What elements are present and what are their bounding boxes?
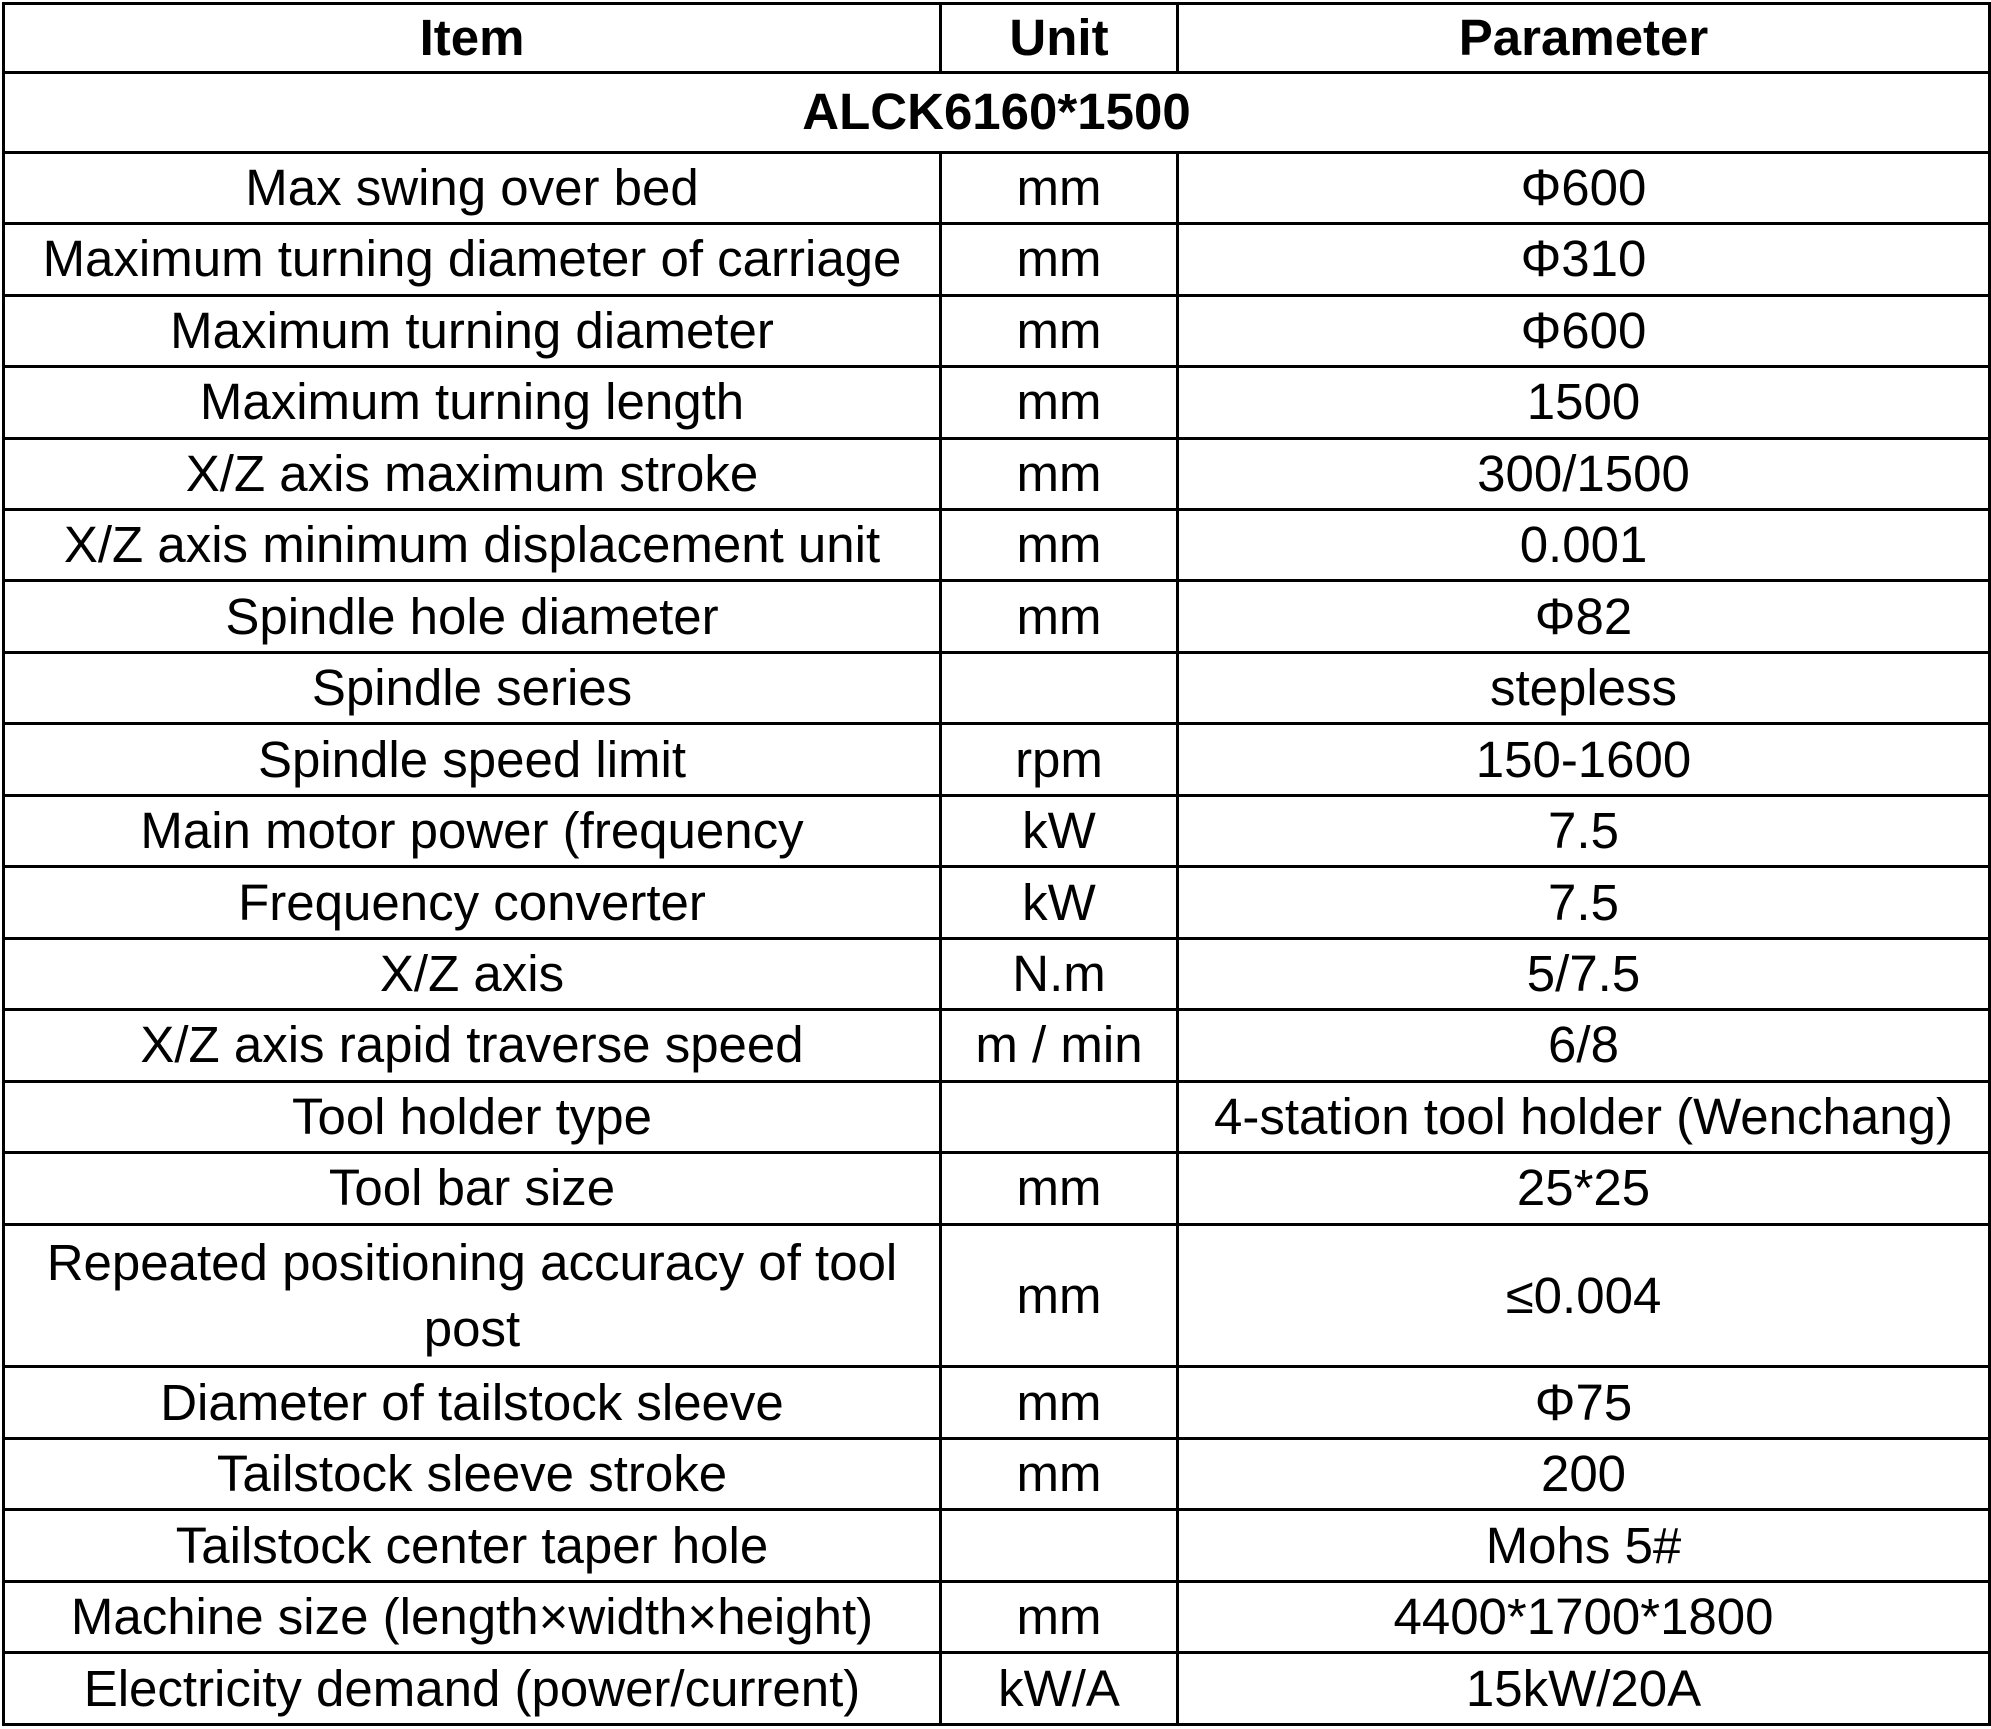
unit-cell: mm [941,1224,1178,1367]
unit-cell: mm [941,295,1178,366]
parameter-cell: 1500 [1178,367,1990,438]
parameter-cell: 0.001 [1178,510,1990,581]
item-cell: Tailstock sleeve stroke [4,1438,941,1509]
item-cell: X/Z axis rapid traverse speed [4,1010,941,1081]
parameter-cell: stepless [1178,652,1990,723]
unit-cell: N.m [941,938,1178,1009]
parameter-cell: 15kW/20A [1178,1653,1990,1725]
parameter-cell: 7.5 [1178,867,1990,938]
item-cell: Maximum turning diameter of carriage [4,224,941,295]
table-row [4,724,1990,795]
parameter-cell: 6/8 [1178,1010,1990,1081]
model-name: ALCK6160*1500 [4,73,1990,153]
header-row [4,4,1990,73]
unit-cell: kW [941,867,1178,938]
table-row [4,367,1990,438]
unit-cell: mm [941,367,1178,438]
spec-table [2,2,1991,1726]
item-cell: Maximum turning diameter [4,295,941,366]
table-row [4,1153,1990,1224]
item-cell: Maximum turning length [4,367,941,438]
item-cell: Tool holder type [4,1081,941,1152]
table-row [4,152,1990,223]
header-parameter: Parameter [1178,4,1990,73]
unit-cell: kW [941,795,1178,866]
table-row [4,1653,1990,1725]
table-row [4,1224,1990,1367]
item-cell: Tool bar size [4,1153,941,1224]
parameter-cell: Φ600 [1178,152,1990,223]
unit-cell: mm [941,152,1178,223]
table-row [4,581,1990,652]
item-cell: X/Z axis maximum stroke [4,438,941,509]
parameter-cell: 5/7.5 [1178,938,1990,1009]
table-row [4,1510,1990,1581]
unit-cell: mm [941,581,1178,652]
unit-cell: mm [941,1367,1178,1438]
parameter-cell: Φ82 [1178,581,1990,652]
item-cell: Spindle series [4,652,941,723]
item-cell: Spindle hole diameter [4,581,941,652]
item-cell: Frequency converter [4,867,941,938]
unit-cell: rpm [941,724,1178,795]
unit-cell: mm [941,1438,1178,1509]
item-cell: Repeated positioning accuracy of tool post [4,1224,941,1367]
parameter-cell: Φ310 [1178,224,1990,295]
parameter-cell: ≤0.004 [1178,1224,1990,1367]
table-row [4,1438,1990,1509]
table-row [4,438,1990,509]
unit-cell: mm [941,438,1178,509]
unit-cell: kW/A [941,1653,1178,1725]
table-row [4,510,1990,581]
unit-cell: m / min [941,1010,1178,1081]
parameter-cell: 25*25 [1178,1153,1990,1224]
unit-cell [941,652,1178,723]
table-row [4,938,1990,1009]
item-cell: Machine size (length×width×height) [4,1581,941,1652]
item-cell: Diameter of tailstock sleeve [4,1367,941,1438]
table-row [4,652,1990,723]
model-row [4,73,1990,153]
item-cell: Spindle speed limit [4,724,941,795]
item-cell: X/Z axis [4,938,941,1009]
table-row [4,1081,1990,1152]
item-cell: Tailstock center taper hole [4,1510,941,1581]
unit-cell [941,1081,1178,1152]
item-cell: X/Z axis minimum displacement unit [4,510,941,581]
item-cell: Electricity demand (power/current) [4,1653,941,1725]
unit-cell: mm [941,1153,1178,1224]
table-row [4,1367,1990,1438]
header-unit: Unit [941,4,1178,73]
unit-cell: mm [941,224,1178,295]
unit-cell: mm [941,510,1178,581]
parameter-cell: Φ75 [1178,1367,1990,1438]
parameter-cell: 7.5 [1178,795,1990,866]
item-cell: Max swing over bed [4,152,941,223]
parameter-cell: 150-1600 [1178,724,1990,795]
item-cell: Main motor power (frequency [4,795,941,866]
table-row [4,1581,1990,1652]
unit-cell: mm [941,1581,1178,1652]
parameter-cell: Φ600 [1178,295,1990,366]
table-row [4,1010,1990,1081]
parameter-cell: Mohs 5# [1178,1510,1990,1581]
parameter-cell: 200 [1178,1438,1990,1509]
unit-cell [941,1510,1178,1581]
parameter-cell: 300/1500 [1178,438,1990,509]
table-row [4,295,1990,366]
table-row [4,795,1990,866]
header-item: Item [4,4,941,73]
parameter-cell: 4-station tool holder (Wenchang) [1178,1081,1990,1152]
parameter-cell: 4400*1700*1800 [1178,1581,1990,1652]
table-row [4,224,1990,295]
table-row [4,867,1990,938]
